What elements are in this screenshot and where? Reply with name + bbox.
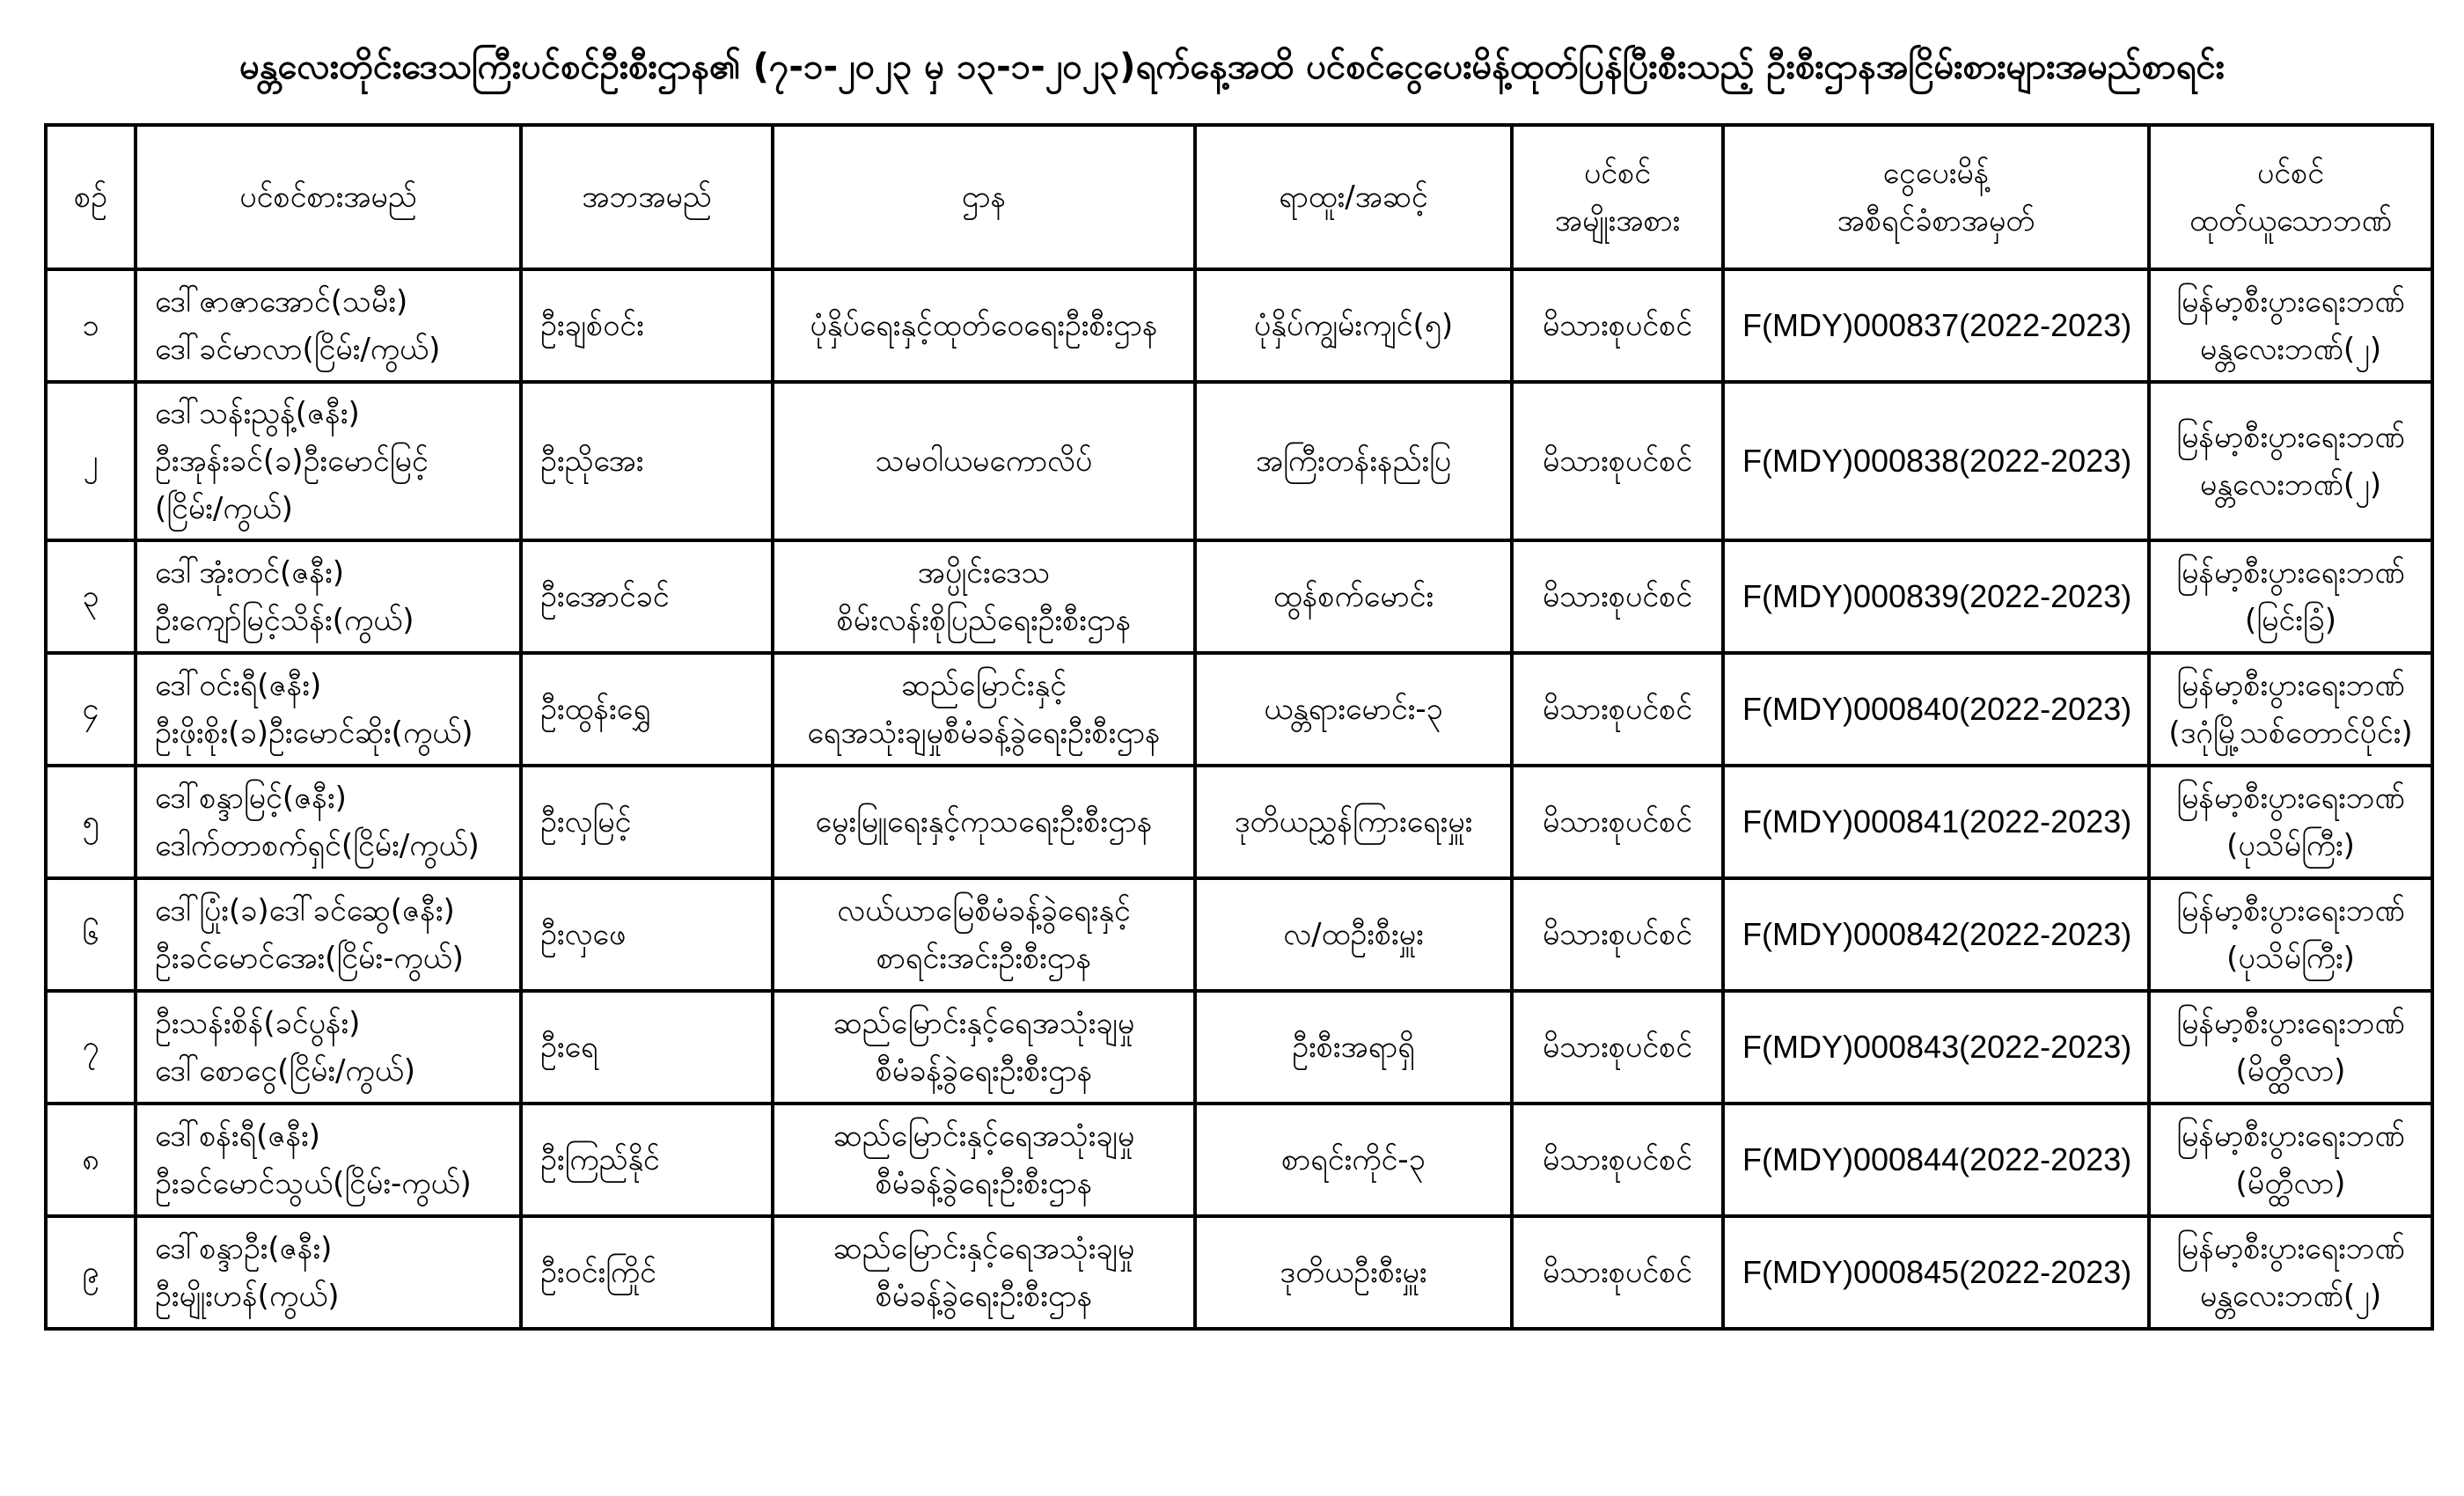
cell-type — [1512, 878, 1723, 991]
cell-order — [1723, 1104, 2149, 1216]
header-order-line1: ငွေပေးမိန့် — [1882, 156, 1990, 191]
pension-type: မိသားစုပင်စင် — [1542, 308, 1693, 343]
cell-name — [136, 766, 521, 878]
cell-no — [46, 766, 136, 878]
cell-order — [1723, 766, 2149, 878]
cell-rank — [1195, 382, 1512, 540]
table-row — [46, 653, 2432, 766]
cell-no — [46, 878, 136, 991]
cell-type — [1512, 1104, 1723, 1216]
header-no: စဉ် — [46, 125, 136, 269]
order-number: F(MDY)000839(2022-2023) — [1742, 577, 2132, 614]
father-name: ဦးညိုအေး — [540, 444, 644, 479]
pension-type: မိသားစုပင်စင် — [1542, 1030, 1693, 1065]
cell-father — [521, 878, 773, 991]
pensioner-name-line: ဒေါ်ဝင်းရီ(ဇနီး) — [155, 668, 322, 703]
header-order — [1723, 125, 2149, 269]
pension-type: မိသားစုပင်စင် — [1542, 804, 1693, 840]
cell-bank — [2149, 991, 2432, 1104]
department-line: ရေအသုံးချမှုစီမံခန့်ခွဲရေးဦးစီးဌာန — [807, 715, 1161, 751]
cell-name — [136, 269, 521, 382]
pension-type: မိသားစုပင်စင် — [1542, 1142, 1693, 1177]
page-title: မန္တလေးတိုင်းဒေသကြီးပင်စင်ဦးစီးဌာန၏ (၇-၁-၂၀၂၃ မှ ၁၃-၁-၂၀၂၃)ရက်နေ့အထိ ပင်စင်ငွေပေးမိန့်ထုတ်ပြန်ပြီးစီးသည့် ဦးစီးဌာနအငြိမ်းစားများအမည်စာရင်း — [239, 47, 2225, 87]
pension-type: မိသားစုပင်စင် — [1542, 917, 1693, 952]
bank-line: (ဒဂုံမြို့သစ်တောင်ပိုင်း) — [2168, 715, 2413, 751]
cell-name — [136, 1104, 521, 1216]
rank: အကြီးတန်းနည်းပြ — [1255, 444, 1452, 479]
order-number: F(MDY)000844(2022-2023) — [1742, 1140, 2132, 1177]
cell-bank — [2149, 1104, 2432, 1216]
order-number: F(MDY)000838(2022-2023) — [1742, 442, 2132, 479]
header-name: ပင်စင်စားအမည် — [136, 125, 521, 269]
table-row — [46, 991, 2432, 1104]
cell-rank — [1195, 269, 1512, 382]
header-type-line1: ပင်စင် — [1583, 156, 1652, 191]
pensioner-name-line: ဒေါ်စန်းရီ(ဇနီး) — [155, 1118, 321, 1154]
cell-type — [1512, 382, 1723, 540]
header-order-line2: အစီရင်ခံစာအမှတ် — [1837, 203, 2035, 238]
pensioner-name-line: ဒေါ်အုံးတင်(ဇနီး) — [155, 555, 344, 590]
cell-name — [136, 382, 521, 540]
pension-table — [44, 123, 2434, 1331]
cell-rank — [1195, 1104, 1512, 1216]
cell-father — [521, 766, 773, 878]
table-body — [46, 269, 2432, 1329]
cell-order — [1723, 382, 2149, 540]
father-name: ဦးရေ — [540, 1030, 598, 1065]
bank-line: မြန်မာ့စီးပွားရေးဘဏ် — [2176, 1231, 2405, 1266]
cell-bank — [2149, 269, 2432, 382]
department-line: လယ်ယာမြေစီမံခန့်ခွဲရေးနှင့် — [837, 893, 1131, 928]
header-row — [46, 125, 2432, 269]
cell-name — [136, 653, 521, 766]
cell-no — [46, 540, 136, 653]
cell-father — [521, 540, 773, 653]
table-row — [46, 382, 2432, 540]
bank-line: မြန်မာ့စီးပွားရေးဘဏ် — [2176, 781, 2405, 816]
bank-line: (ပုသိမ်ကြီး) — [2226, 941, 2355, 976]
order-number: F(MDY)000837(2022-2023) — [1742, 306, 2132, 343]
bank-line: (မိတ္ထီလာ) — [2235, 1166, 2346, 1201]
cell-father — [521, 1104, 773, 1216]
father-name: ဦးထွန်းရွှေ — [540, 692, 651, 727]
order-number: F(MDY)000842(2022-2023) — [1742, 915, 2132, 952]
bank-line: မြန်မာ့စီးပွားရေးဘဏ် — [2176, 668, 2405, 703]
cell-order — [1723, 878, 2149, 991]
cell-no — [46, 269, 136, 382]
cell-name — [136, 991, 521, 1104]
bank-line: (မိတ္ထီလာ) — [2235, 1053, 2346, 1089]
header-bank — [2149, 125, 2432, 269]
department-line: အပ္ပိုင်းဒေသ — [917, 555, 1051, 590]
pension-type: မိသားစုပင်စင် — [1542, 692, 1693, 727]
row-number: ၇ — [82, 1030, 99, 1065]
department-line: မွေးမြူရေးနှင့်ကုသရေးဦးစီးဌာန — [815, 804, 1153, 840]
cell-dept — [773, 269, 1195, 382]
cell-order — [1723, 269, 2149, 382]
cell-rank — [1195, 1216, 1512, 1329]
header-dept: ဌာန — [773, 125, 1195, 269]
pensioner-name-line: ဦးခင်မောင်အေး(ငြိမ်း-ကွယ်) — [155, 941, 464, 976]
header-bank-line2: ထုတ်ယူသောဘဏ် — [2189, 203, 2392, 238]
cell-no — [46, 382, 136, 540]
department-line: စီမံခန့်ခွဲရေးဦးစီးဌာန — [875, 1053, 1093, 1089]
pensioner-name-line: ဒေါ်စောငွေ(ငြိမ်း/ကွယ်) — [155, 1053, 415, 1089]
cell-bank — [2149, 540, 2432, 653]
cell-father — [521, 1216, 773, 1329]
pensioner-name-line: (ငြိမ်း/ကွယ်) — [155, 491, 293, 526]
cell-rank — [1195, 540, 1512, 653]
cell-name — [136, 1216, 521, 1329]
pensioner-name-line: ဦးဖိုးစိုး(ခ)ဦးမောင်ဆိုး(ကွယ်) — [155, 715, 473, 751]
pensioner-name-line: ဦးအုန်းခင်(ခ)ဦးမောင်မြင့် — [155, 444, 429, 479]
pensioner-name-line: ဒေါ်စန္ဒာမြင့်(ဇနီး) — [155, 781, 347, 816]
bank-line: (မြင်းခြံ) — [2245, 603, 2336, 638]
cell-dept — [773, 766, 1195, 878]
department-line: သမဝါယမကောလိပ် — [875, 444, 1093, 479]
bank-line: မန္တလေးဘဏ်(၂) — [2199, 332, 2382, 367]
pensioner-name-line: ဦးခင်မောင်သွယ်(ငြိမ်း-ကွယ်) — [155, 1166, 472, 1201]
cell-type — [1512, 766, 1723, 878]
cell-rank — [1195, 766, 1512, 878]
cell-bank — [2149, 766, 2432, 878]
cell-name — [136, 878, 521, 991]
rank: ဦးစီးအရာရှိ — [1292, 1030, 1415, 1065]
order-number: F(MDY)000845(2022-2023) — [1742, 1253, 2132, 1290]
cell-father — [521, 269, 773, 382]
table-row — [46, 766, 2432, 878]
pensioner-name-line: ဒေါ်စန္ဒာဦး(ဇနီး) — [155, 1231, 333, 1266]
table-row — [46, 1104, 2432, 1216]
cell-bank — [2149, 653, 2432, 766]
rank: ဒုတိယဦးစီးမှူး — [1280, 1255, 1427, 1290]
bank-line: မြန်မာ့စီးပွားရေးဘဏ် — [2176, 1006, 2405, 1041]
order-number: F(MDY)000841(2022-2023) — [1742, 803, 2132, 840]
cell-no — [46, 1104, 136, 1216]
department-line: စိမ်းလန်းစိုပြည်ရေးဦးစီးဌာန — [836, 603, 1132, 638]
row-number: ၂ — [83, 444, 99, 479]
cell-dept — [773, 540, 1195, 653]
cell-type — [1512, 540, 1723, 653]
department-line: ဆည်မြောင်းနှင့်ရေအသုံးချမှု — [832, 1231, 1135, 1266]
row-number: ၅ — [82, 804, 99, 840]
father-name: ဦးချစ်ဝင်း — [540, 308, 644, 343]
cell-no — [46, 653, 136, 766]
cell-bank — [2149, 1216, 2432, 1329]
father-name: ဦးလှဖေ — [540, 917, 627, 952]
bank-line: မြန်မာ့စီးပွားရေးဘဏ် — [2176, 893, 2405, 928]
father-name: ဦးလှမြင့် — [540, 804, 632, 840]
cell-type — [1512, 991, 1723, 1104]
pension-type: မိသားစုပင်စင် — [1542, 444, 1693, 479]
pension-type: မိသားစုပင်စင် — [1542, 579, 1693, 614]
table-row — [46, 540, 2432, 653]
cell-order — [1723, 1216, 2149, 1329]
row-number: ၆ — [82, 917, 99, 952]
father-name: ဦးဝင်းကြိုင် — [540, 1255, 656, 1290]
cell-order — [1723, 540, 2149, 653]
cell-no — [46, 1216, 136, 1329]
pensioner-name-line: ဒေါ်ပြုံး(ခ)ဒေါ်ခင်ဆွေ(ဇနီး) — [155, 893, 455, 928]
rank: ထွန်စက်မောင်း — [1272, 579, 1434, 614]
row-number: ၉ — [82, 1255, 99, 1290]
rank: ယန္တရားမောင်း-၃ — [1264, 692, 1443, 727]
header-rank: ရာထူး/အဆင့် — [1195, 125, 1512, 269]
cell-name — [136, 540, 521, 653]
cell-order — [1723, 991, 2149, 1104]
pensioner-name-line: ဒေါ်သန်းညွန့်(ဇနီး) — [155, 396, 360, 431]
bank-line: မြန်မာ့စီးပွားရေးဘဏ် — [2176, 284, 2405, 319]
pension-type: မိသားစုပင်စင် — [1542, 1255, 1693, 1290]
department-line: စီမံခန့်ခွဲရေးဦးစီးဌာန — [875, 1279, 1093, 1314]
row-number: ၄ — [82, 692, 99, 727]
pensioner-name-line: ဦးသန်းစိန်(ခင်ပွန်း) — [155, 1006, 361, 1041]
department-line: ဆည်မြောင်းနှင့်ရေအသုံးချမှု — [832, 1006, 1135, 1041]
pensioner-name-line: ဦးမျိုးဟန်(ကွယ်) — [155, 1279, 340, 1314]
cell-dept — [773, 991, 1195, 1104]
cell-dept — [773, 1216, 1195, 1329]
cell-rank — [1195, 653, 1512, 766]
cell-father — [521, 382, 773, 540]
father-name: ဦးအောင်ခင် — [540, 579, 670, 614]
cell-no — [46, 991, 136, 1104]
header-type — [1512, 125, 1723, 269]
row-number: ၃ — [82, 579, 99, 614]
cell-type — [1512, 269, 1723, 382]
pensioner-name-line: ဒေါ်ဇာဇာအောင်(သမီး) — [155, 284, 408, 319]
bank-line: မြန်မာ့စီးပွားရေးဘဏ် — [2176, 420, 2405, 455]
table-row — [46, 878, 2432, 991]
cell-father — [521, 653, 773, 766]
cell-rank — [1195, 991, 1512, 1104]
header-bank-line1: ပင်စင် — [2256, 156, 2325, 191]
table-row — [46, 269, 2432, 382]
bank-line: မန္တလေးဘဏ်(၂) — [2199, 467, 2382, 502]
father-name: ဦးကြည်နိုင် — [540, 1142, 660, 1177]
rank: ဒုတိယညွှန်ကြားရေးမှူး — [1234, 804, 1473, 840]
cell-bank — [2149, 878, 2432, 991]
bank-line: (ပုသိမ်ကြီး) — [2226, 828, 2355, 863]
department-line: ဆည်မြောင်းနှင့် — [901, 668, 1067, 703]
pensioner-name-line: ဒေါက်တာစက်ရှင်(ငြိမ်း/ကွယ်) — [155, 828, 480, 863]
order-number: F(MDY)000840(2022-2023) — [1742, 690, 2132, 727]
department-line: စာရင်းအင်းဦးစီးဌာန — [876, 941, 1092, 976]
rank: လ/ထဦးစီးမှူး — [1283, 917, 1424, 952]
table-row — [46, 1216, 2432, 1329]
bank-line: မြန်မာ့စီးပွားရေးဘဏ် — [2176, 1118, 2405, 1154]
bank-line: မန္တလေးဘဏ်(၂) — [2199, 1279, 2382, 1314]
cell-dept — [773, 878, 1195, 991]
cell-dept — [773, 653, 1195, 766]
bank-line: မြန်မာ့စီးပွားရေးဘဏ် — [2176, 555, 2405, 590]
cell-dept — [773, 382, 1195, 540]
department-line: ဆည်မြောင်းနှင့်ရေအသုံးချမှု — [832, 1118, 1135, 1154]
row-number: ၁ — [82, 308, 99, 343]
department-line: စီမံခန့်ခွဲရေးဦးစီးဌာန — [875, 1166, 1093, 1201]
cell-rank — [1195, 878, 1512, 991]
pensioner-name-line: ဒေါ်ခင်မာလာ(ငြိမ်း/ကွယ်) — [155, 332, 441, 367]
department-line: ပုံနှိပ်ရေးနှင့်ထုတ်ဝေရေးဦးစီးဌာန — [810, 308, 1158, 343]
cell-dept — [773, 1104, 1195, 1216]
rank: ပုံနှိပ်ကျွမ်းကျင်(၅) — [1253, 308, 1454, 343]
header-type-line2: အမျိုးအစား — [1554, 203, 1681, 238]
cell-order — [1723, 653, 2149, 766]
cell-bank — [2149, 382, 2432, 540]
cell-type — [1512, 1216, 1723, 1329]
header-father: အဘအမည် — [521, 125, 773, 269]
pensioner-name-line: ဦးကျော်မြင့်သိန်း(ကွယ်) — [155, 603, 414, 638]
order-number: F(MDY)000843(2022-2023) — [1742, 1028, 2132, 1065]
cell-father — [521, 991, 773, 1104]
cell-type — [1512, 653, 1723, 766]
rank: စာရင်းကိုင်-၃ — [1281, 1142, 1426, 1177]
row-number: ၈ — [82, 1142, 99, 1177]
